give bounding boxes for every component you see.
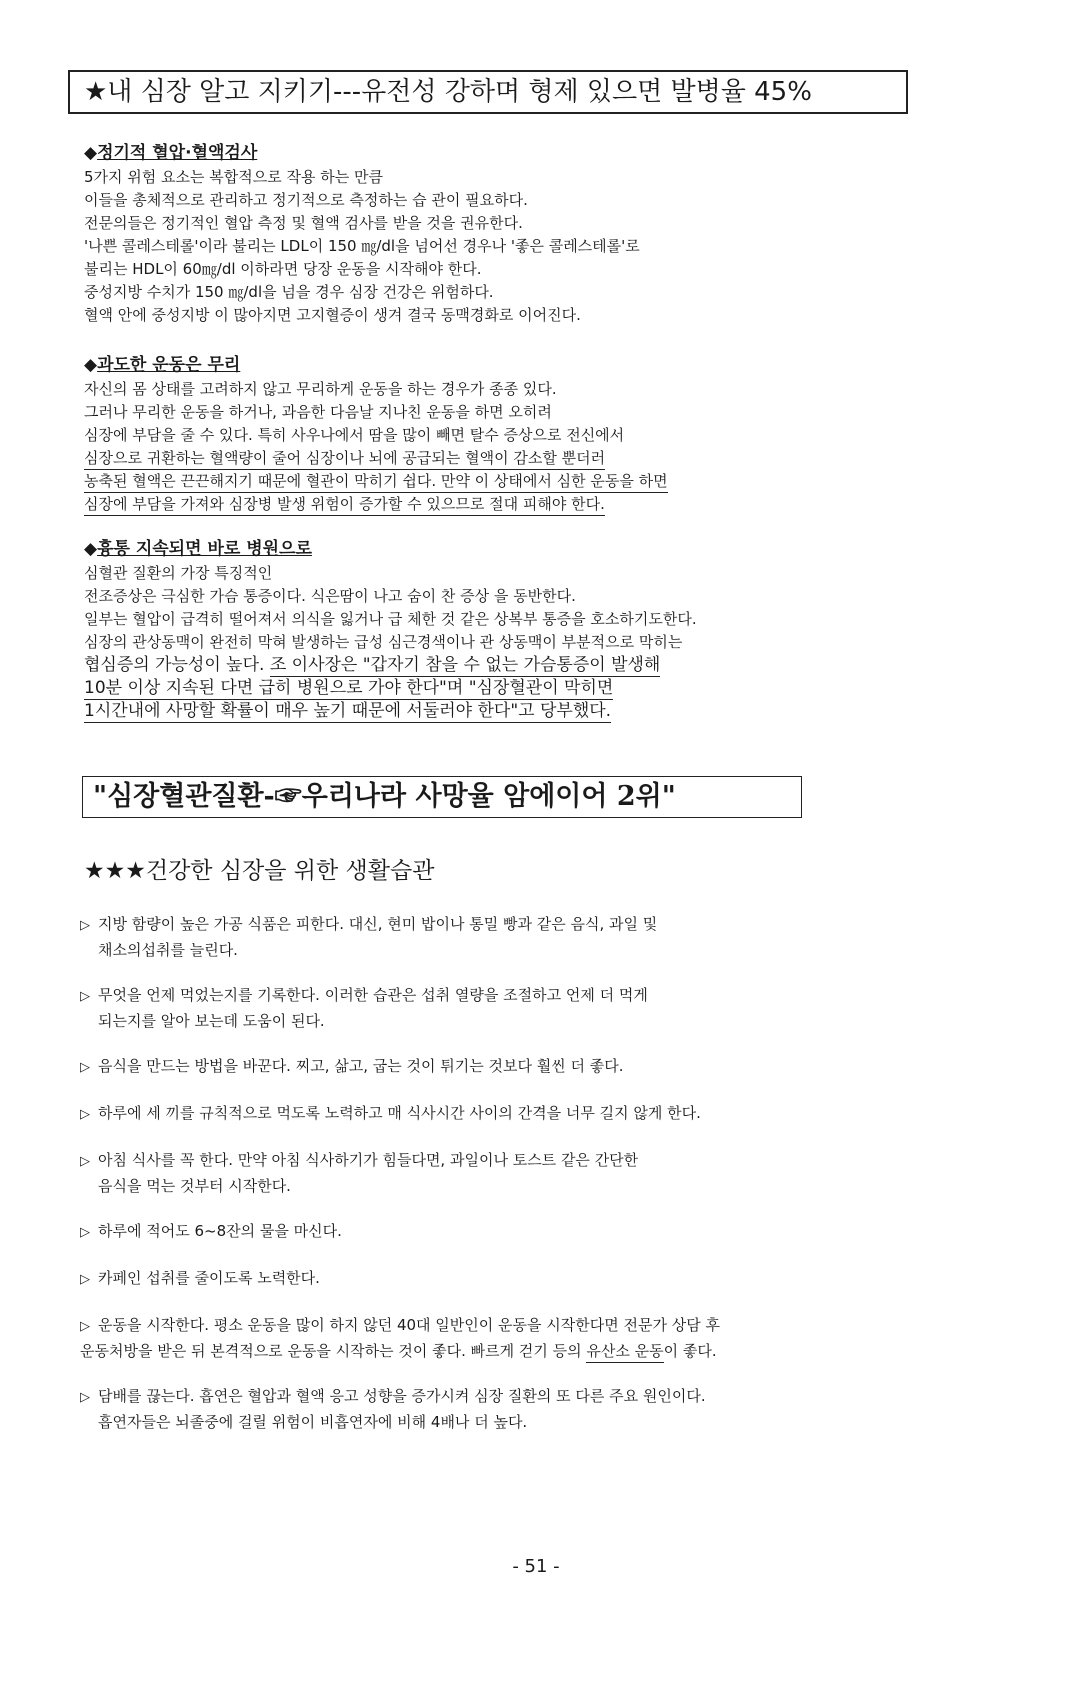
list-item: ▷ 하루에 세 끼를 규칙적으로 먹도록 노력하고 매 식사시간 사이의 간격을 너무 길지 않게 한다. — [80, 1104, 701, 1122]
underlined-line: 심장에 부담을 가져와 심장병 발생 위험이 증가할 수 있으므로 절대 피해야 한다. — [84, 494, 605, 516]
title-box — [68, 70, 908, 114]
diamond-icon: ◆ — [84, 355, 98, 375]
section-excessive-exercise — [84, 354, 984, 516]
text-line: 전문의들은 정기적인 혈압 측정 및 혈액 검사를 받을 것을 권유한다. — [84, 214, 523, 232]
triangle-right-icon: ▷ — [80, 1225, 90, 1240]
underlined-line: 심장으로 귀환하는 혈액량이 줄어 심장이나 뇌에 공급되는 혈액이 감소할 뿐더러 — [84, 448, 605, 470]
triangle-right-icon: ▷ — [80, 1319, 90, 1334]
text-line: 자신의 몸 상태를 고려하지 않고 무리하게 운동을 하는 경우가 종종 있다. — [84, 380, 557, 398]
triangle-right-icon: ▷ — [80, 1107, 90, 1122]
diamond-icon: ◆ — [84, 143, 98, 163]
triangle-right-icon: ▷ — [80, 1390, 90, 1405]
text-line: 그러나 무리한 운동을 하거나, 과음한 다음날 지나친 운동을 하면 오히려 — [84, 403, 552, 421]
text-line: 중성지방 수치가 150 ㎎/dl을 넘을 경우 심장 건강은 위험하다. — [84, 283, 494, 301]
section-heading: ◆흉통 지속되면 바로 병원으로 — [84, 539, 312, 559]
text-line: 이들을 총체적으로 관리하고 정기적으로 측정하는 습 관이 필요하다. — [84, 191, 528, 209]
diamond-icon: ◆ — [84, 539, 98, 559]
habits-list — [80, 912, 980, 1455]
page-number: - 51 - — [512, 1556, 560, 1577]
banner-text: "심장혈관질환-☞우리나라 사망율 암에이어 2위" — [93, 781, 676, 812]
text-line: 심장의 관상동맥이 완전히 막혀 발생하는 급성 심근경색이나 관 상동맥이 부분적으로 막히는 — [84, 633, 683, 651]
text-line: 일부는 혈압이 급격히 떨어져서 의식을 잃거나 급 체한 것 같은 상복부 통증을 호소하기도한다. — [84, 610, 697, 628]
section-chest-pain — [84, 538, 984, 723]
list-item: ▷ 무엇을 언제 먹었는지를 기록한다. 이러한 습관은 섭취 열량을 조절하고 언제 더 먹게 되는지를 알아 보는데 도움이 된다. — [80, 986, 648, 1030]
triangle-right-icon: ▷ — [80, 989, 90, 1004]
healthy-habits-heading: ★★★건강한 심장을 위한 생활습관 — [84, 858, 435, 884]
list-item: ▷ 아침 식사를 꼭 한다. 만약 아침 식사하기가 힘들다면, 과일이나 토스트 같은 간단한 음식을 먹는 것부터 시작한다. — [80, 1151, 639, 1195]
text-line: 심장에 부담을 줄 수 있다. 특히 사우나에서 땀을 많이 빼면 탈수 증상으로 전신에서 — [84, 426, 625, 444]
triangle-right-icon: ▷ — [80, 1060, 90, 1075]
text-line: 혈액 안에 중성지방 이 많아지면 고지혈증이 생겨 결국 동맥경화로 이어진다. — [84, 306, 581, 324]
banner-box — [82, 776, 802, 818]
underlined-line: 1시간내에 사망할 확률이 매우 높기 때문에 서둘러야 한다"고 당부했다. — [84, 701, 612, 721]
list-item: ▷ 담배를 끊는다. 흡연은 혈압과 혈액 응고 성향을 증가시켜 심장 질환의 또 다른 주요 원인이다. 흡연자들은 뇌졸중에 걸릴 위험이 비흡연자에 비해 4배나 더 높다. — [80, 1387, 706, 1431]
list-item: ▷ 카페인 섭취를 줄이도록 노력한다. — [80, 1269, 320, 1287]
list-item: ▷ 하루에 적어도 6~8잔의 물을 마신다. — [80, 1222, 342, 1240]
section-blood-tests — [84, 142, 984, 327]
title-text: ★내 심장 알고 지키기---유전성 강하며 형제 있으면 발병율 45% — [84, 77, 812, 107]
triangle-right-icon: ▷ — [80, 1272, 90, 1287]
list-item: ▷ 음식을 만드는 방법을 바꾼다. 찌고, 삶고, 굽는 것이 튀기는 것보다 훨씬 더 좋다. — [80, 1057, 624, 1075]
text-line: 전조증상은 극심한 가슴 통증이다. 식은땀이 나고 숨이 찬 증상 을 동반한다. — [84, 587, 576, 605]
underlined-quote: 조 이사장은 "갑자기 참을 수 없는 가슴통증이 발생해 — [269, 655, 661, 675]
underlined-term: 유산소 운동 — [586, 1341, 663, 1363]
list-item: ▷ 운동을 시작한다. 평소 운동을 많이 하지 않던 40대 일반인이 운동을 시작한다면 전문가 상담 후 운동처방을 받은 뒤 본격적으로 운동을 시작하는 것이 좋다. 빠르게 걷기 등의 유산소 운동이 좋다. — [80, 1313, 980, 1363]
underlined-line: 10분 이상 지속된 다면 급히 병원으로 가야 한다"며 "심장혈관이 막히면 — [84, 678, 614, 698]
section-heading: ◆과도한 운동은 무리 — [84, 355, 241, 375]
text-line: 협심증의 가능성이 높다. 조 이사장은 "갑자기 참을 수 없는 가슴통증이 발생해 — [84, 655, 661, 675]
triangle-right-icon: ▷ — [80, 1154, 90, 1169]
text-line: 불리는 HDL이 60㎎/dl 이하라면 당장 운동을 시작해야 한다. — [84, 260, 482, 278]
text-line: 5가지 위험 요소는 복합적으로 작용 하는 만큼 — [84, 168, 383, 186]
section-heading: ◆정기적 혈압·혈액검사 — [84, 143, 258, 163]
text-line: 심혈관 질환의 가장 특징적인 — [84, 564, 273, 582]
list-item: ▷ 지방 함량이 높은 가공 식품은 피한다. 대신, 현미 밥이나 통밀 빵과 같은 음식, 과일 및 채소의섭취를 늘린다. — [80, 915, 658, 959]
triangle-right-icon: ▷ — [80, 918, 90, 933]
underlined-line: 농축된 혈액은 끈끈해지기 때문에 혈관이 막히기 쉽다. 만약 이 상태에서 심한 운동을 하면 — [84, 471, 668, 493]
text-line: '나쁜 콜레스테롤'이라 불리는 LDL이 150 ㎎/dl을 넘어선 경우나 '좋은 콜레스테롤'로 — [84, 237, 640, 255]
